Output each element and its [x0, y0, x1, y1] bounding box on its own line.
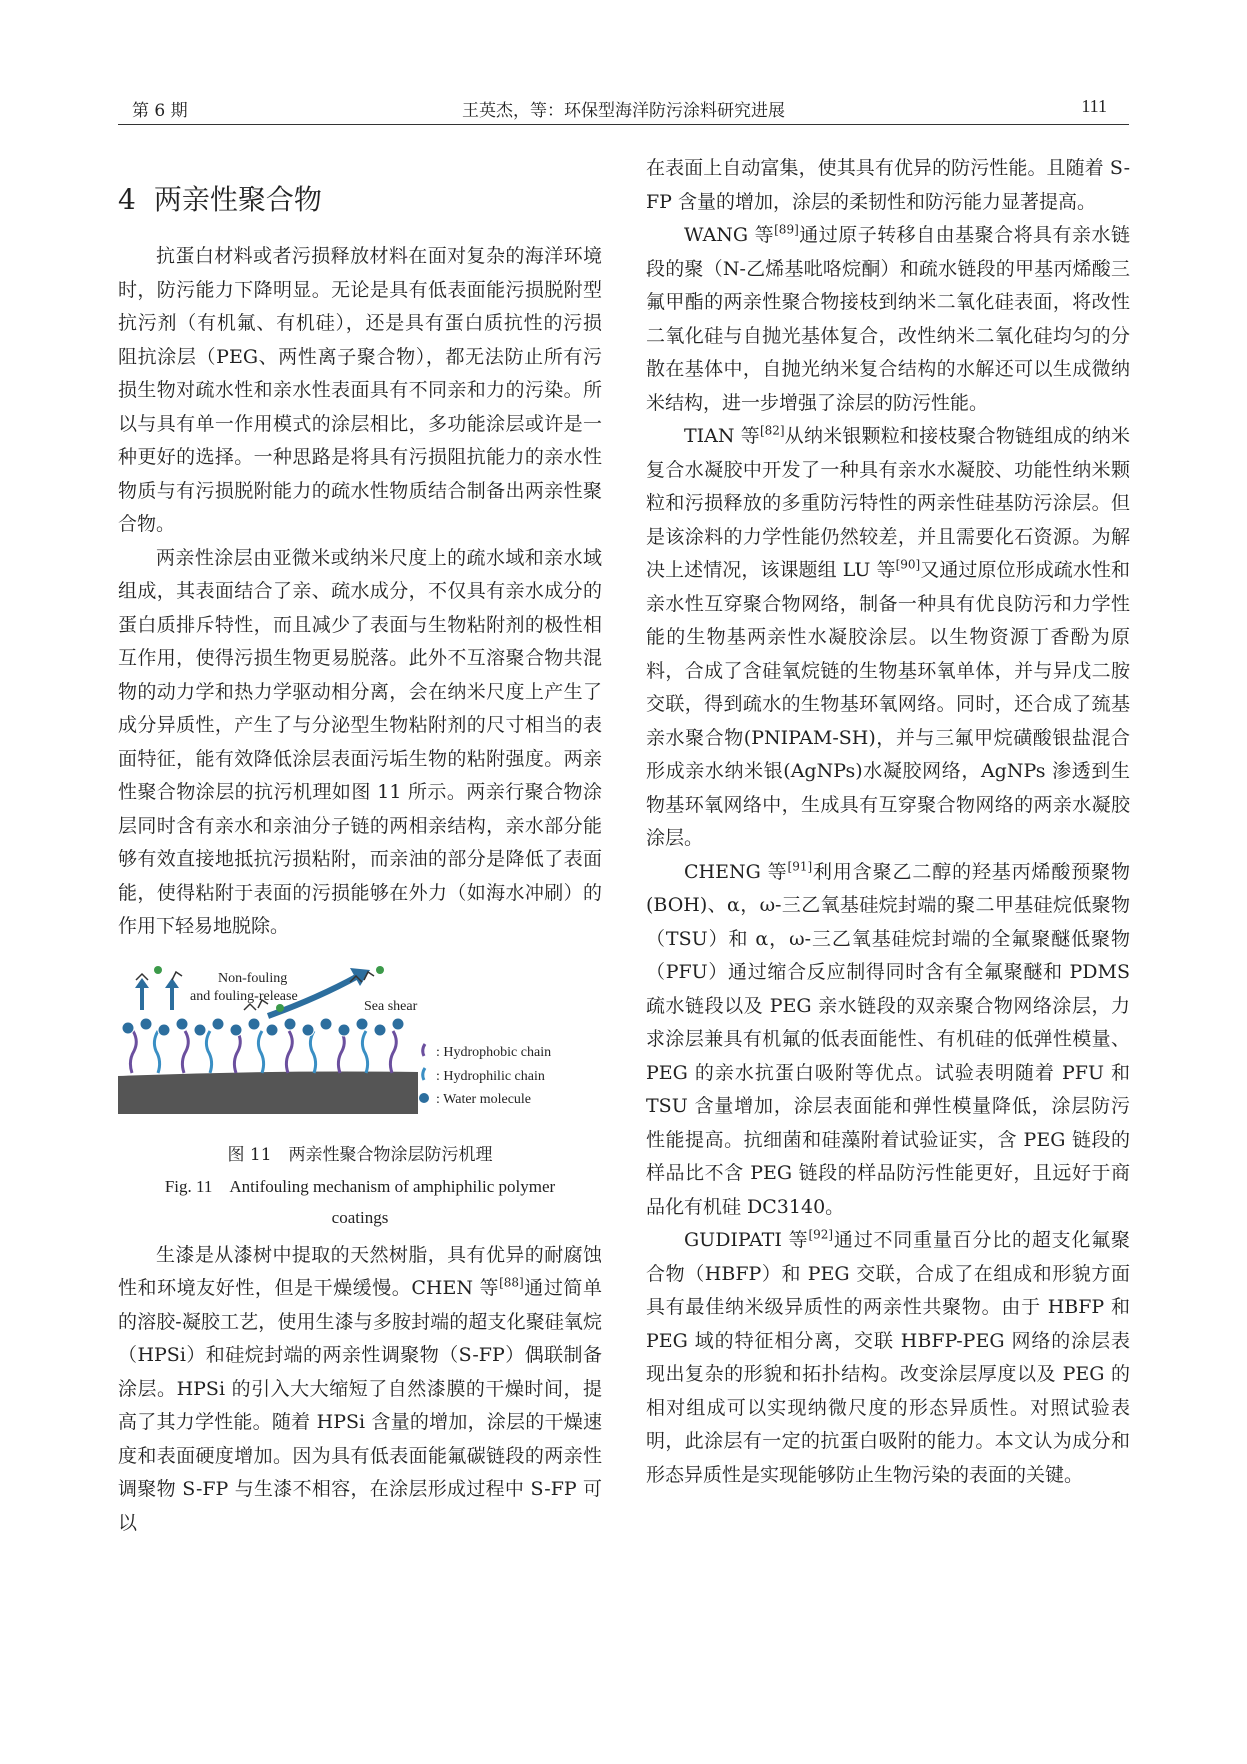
citation: [88] — [499, 1275, 524, 1290]
citation: [89] — [774, 222, 799, 237]
label-nonfouling: Non-fouling — [218, 970, 288, 986]
paragraph: 抗蛋白材料或者污损释放材料在面对复杂的海洋环境时，防污能力下降明显。无论是具有低表面能污损脱附型抗污剂（有机氟、有机硅），还是具有蛋白质抗性的污损阻抗涂层（PEG、两性离子聚合物），都无法防止所有污损生物对疏水性和亲水性表面具有不同亲和力的污染。所以与具有单一作用模式的涂层相比，多功能涂层或许是一种更好的选择。一种思路是将具有污损阻抗能力的亲水性物质与有污损脱附能力的疏水性物质结合制备出两亲性聚合物。 — [118, 245, 602, 535]
legend-hydrophobic: : Hydrophobic chain — [436, 1044, 552, 1060]
section-number: 4 — [118, 183, 136, 216]
antifouling-mechanism-diagram — [118, 958, 602, 1128]
left-column — [118, 150, 602, 1540]
citation: [91] — [787, 859, 813, 874]
citation: [90] — [895, 557, 921, 572]
label-fouling-release: and fouling-release — [190, 988, 298, 1004]
citation: [82] — [759, 423, 785, 438]
paragraph: 生漆是从漆树中提取的天然树脂，具有优异的耐腐蚀性和环境友好性，但是干燥缓慢。CHEN 等[88]通过简单的溶胶-凝胶工艺，使用生漆与多胺封端的超支化聚硅氧烷（HPSi）和硅烷封端的两亲性调聚物（S-FP）偶联制备涂层。HPSi 的引入大大缩短了自然漆膜的干燥时间，提高了其力学性能。随着 HPSi 含量的增加，涂层的干燥速度和表面硬度增加。因为具有低表面能氟碳链段的两亲性调聚物 S-FP 与生漆不相容，在涂层形成过程中 S-FP 可以 — [118, 1243, 602, 1534]
paragraph: CHENG 等[91]利用含聚乙二醇的羟基丙烯酸预聚物(BOH)、α，ω-三乙氧基硅烷封端的聚二甲基硅烷低聚物（TSU）和 α，ω-三乙氧基硅烷封端的全氟聚醚低聚物（PFU）通过缩合反应制得同时含有全氟聚醚和 PDMS 疏水链段以及 PEG 亲水链段的双亲聚合物网络涂层，力求涂层兼具有机氟的低表面能性、有机硅的低弹性模量、PEG 的亲水抗蛋白吸附等优点。试验表明随着 PFU 和 TSU 含量增加，涂层表面能和弹性模量降低，涂层防污性能提高。抗细菌和硅藻附着试验证实，含 PEG 链段的样品比不含 PEG 链段的样品防污性能更好，且远好于商品化有机硅 DC3140。 — [646, 859, 1130, 1218]
paragraph: 两亲性涂层由亚微米或纳米尺度上的疏水域和亲水域组成，其表面结合了亲、疏水成分，不仅具有亲水成分的蛋白质排斥特性，而且减少了表面与生物粘附剂的极性相互作用，使得污损生物更易脱落。此外不互溶聚合物共混物的动力学和热力学驱动相分离，会在纳米尺度上产生了成分异质性，产生了与分泌型生物粘附剂的尺寸相当的表面特征，能有效降低涂层表面污垢生物的粘附强度。两亲性聚合物涂层的抗污机理如图 11 所示。两亲行聚合物涂层同时含有亲水和亲油分子链的两相亲结构，亲水部分能够有效直接地抵抗污损粘附，而亲油的部分是降低了表面能，使得粘附于表面的污损能够在外力（如海水冲刷）的作用下轻易地脱除。 — [118, 546, 602, 937]
right-column — [646, 152, 1130, 1492]
water-molecule-icon — [419, 1093, 429, 1103]
paragraph: 在表面上自动富集，使其具有优异的防污性能。且随着 S-FP 含量的增加，涂层的柔韧性和防污能力显著提高。 — [646, 157, 1130, 213]
citation: [92] — [808, 1227, 834, 1242]
arrow-icon — [135, 978, 179, 1010]
running-header — [118, 90, 1129, 125]
section-title: 两亲性聚合物 — [153, 183, 322, 216]
paragraph: TIAN 等[82]从纳米银颗粒和接枝聚合物链组成的纳米复合水凝胶中开发了一种具有亲水水凝胶、功能性纳米颗粒和污损释放的多重防污特性的两亲性硅基防污涂层。但是该涂料的力学性能仍然较差，并且需要化石资源。为解决上述情况，该课题组 LU 等[90]又通过原位形成疏水性和亲水性互穿聚合物网络，制备一种具有优良防污和力学性能的生物基两亲性水凝胶涂层。以生物资源丁香酚为原料，合成了含硅氧烷链的生物基环氧单体，并与异戊二胺交联，得到疏水的生物基环氧网络。同时，还合成了巯基亲水聚合物(PNIPAM-SH)，并与三氟甲烷磺酸银盐混合形成亲水纳米银(AgNPs)水凝胶网络，AgNPs 渗透到生物基环氧网络中，生成具有互穿聚合物网络的两亲水凝胶涂层。 — [646, 423, 1130, 849]
paragraph: GUDIPATI 等[92]通过不同重量百分比的超支化氟聚合物（HBFP）和 PEG 交联，合成了在组成和形貌方面具有最佳纳米级异质性的两亲性共聚物。由于 HBFP 和 PEG 域的特征相分离，交联 HBFP-PEG 网络的涂层表现出复杂的形貌和拓扑结构。改变涂层厚度以及 PEG 的相对组成可以实现纳微尺度的形态异质性。对照试验表明，此涂层有一定的抗蛋白吸附的能力。本文认为成分和形态异质性是实现能够防止生物污染的表面的关键。 — [646, 1227, 1130, 1486]
hydrophilic-chain-icon — [423, 1068, 425, 1080]
figure-caption-en-1: Fig. 11 Antifouling mechanism of amphiphilic polymer — [164, 1176, 556, 1196]
legend-water: : Water molecule — [436, 1091, 532, 1107]
figure-11 — [118, 958, 602, 1128]
hydrophobic-chain-icon — [423, 1044, 425, 1056]
legend-hydrophilic: : Hydrophilic chain — [436, 1068, 545, 1084]
substrate — [118, 1071, 418, 1114]
figure-caption-cn: 图 11 两亲性聚合物涂层防污机理 — [227, 1144, 493, 1165]
running-title: 王英杰，等：环保型海洋防污涂料研究进展 — [462, 101, 785, 121]
section-heading — [118, 180, 602, 220]
page-number: 111 — [1081, 96, 1107, 116]
label-sea-shear: Sea shear — [364, 998, 418, 1014]
issue-number: 第 6 期 — [132, 101, 188, 121]
paragraph: WANG 等[89]通过原子转移自由基聚合将具有亲水链段的聚（N-乙烯基吡咯烷酮）和疏水链段的甲基丙烯酸三氟甲酯的两亲性聚合物接枝到纳米二氧化硅表面，将改性二氧化硅与自抛光基体复合，改性纳米二氧化硅均匀的分散在基体中，自抛光纳米复合结构的水解还可以生成微纳米结构，进一步增强了涂层的防污性能。 — [646, 222, 1130, 414]
figure-caption-en-2: coatings — [331, 1207, 389, 1227]
